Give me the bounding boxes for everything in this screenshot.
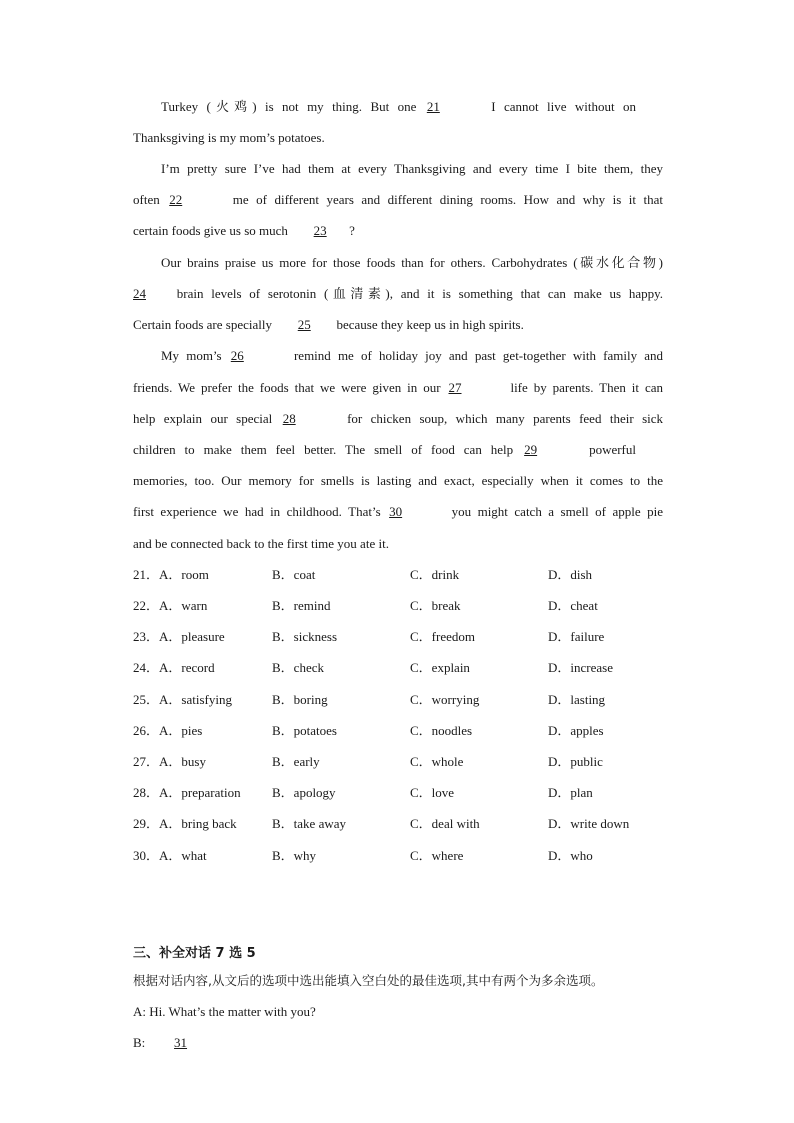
answer-blank: 31 [174,1035,188,1050]
option-c: C．drink [410,567,460,582]
answer-blank: 26 [230,348,244,363]
option-a: 23．A．pleasure [133,629,225,644]
option-a: 28．A．preparation [133,785,241,800]
passage-line: My mom’s 26 remind me of holiday joy and past get-together with family and [161,348,664,363]
question-options-22 [133,598,693,614]
passage-line: often 22 me of different years and different dining rooms. How and why is it that [133,192,664,207]
passage-line: certain foods give us so much 23 ? [133,223,355,238]
answer-blank: 30 [389,504,403,519]
option-c: C．love [410,785,455,800]
option-c: C．explain [410,660,470,675]
question-options-30 [133,848,693,864]
option-a: 29．A．bring back [133,816,237,831]
passage-line: and be connected back to the first time you ate it. [133,536,389,551]
passage-line: children to make them feel better. The smell of food can help 29 powerful [133,442,636,457]
option-c: C．break [410,598,461,613]
option-d: D．dish [548,567,593,582]
option-a: 27．A．busy [133,754,206,769]
option-d: D．write down [548,816,630,831]
option-d: D．cheat [548,598,598,613]
passage-line: first experience we had in childhood. That’s 30 you might catch a smell of apple pie [133,504,664,519]
passage-line: I’m pretty sure I’ve had them at every Thanksgiving and every time I bite them, they [161,161,663,176]
option-a: 21．A．room [133,567,209,582]
passage-line: Thanksgiving is my mom’s potatoes. [133,130,325,145]
option-c: C．freedom [410,629,475,644]
option-b: B．take away [272,816,347,831]
option-c: C．noodles [410,723,473,738]
question-options-24 [133,660,693,676]
option-d: D．public [548,754,603,769]
option-b: B．coat [272,567,316,582]
option-b: B．potatoes [272,723,337,738]
answer-blank: 28 [282,411,296,426]
dialogue-line-a: A: Hi. What’s the matter with you? [133,1004,316,1019]
option-d: D．failure [548,629,605,644]
answer-blank: 29 [524,442,538,457]
option-b: B．why [272,848,317,863]
option-d: D．increase [548,660,613,675]
option-b: B．early [272,754,320,769]
answer-blank: 25 [297,317,311,332]
option-d: D．lasting [548,692,606,707]
answer-blank: 27 [448,380,462,395]
option-a: 26．A．pies [133,723,203,738]
option-d: D．who [548,848,593,863]
option-a: 30．A．what [133,848,207,863]
question-options-28 [133,785,693,801]
option-b: B．boring [272,692,328,707]
passage-line: 24 brain levels of serotonin (血清素), and it is something that can make us happy. [133,286,664,301]
section-instruction: 根据对话内容,从文后的选项中选出能填入空白处的最佳选项,其中有两个为多余选项。 [133,973,604,988]
option-b: B．sickness [272,629,338,644]
option-d: D．plan [548,785,593,800]
dialogue-line-b: B: 31 [133,1035,663,1051]
option-a: 24．A．record [133,660,215,675]
option-b: B．remind [272,598,331,613]
option-a: 22．A．warn [133,598,208,613]
question-options-21 [133,567,693,583]
option-b: B．check [272,660,324,675]
passage-line: friends. We prefer the foods that we were given in our 27 life by parents. Then it can [133,380,664,395]
option-a: 25．A．satisfying [133,692,232,707]
passage-line: help explain our special 28 for chicken soup, which many parents feed their sick [133,411,664,426]
question-options-23 [133,629,693,645]
passage-line: Turkey (火鸡) is not my thing. But one 21 I cannot live without on [161,99,637,114]
answer-blank: 22 [169,192,183,207]
passage-line: memories, too. Our memory for smells is lasting and exact, especially when it comes to the [133,473,663,488]
question-options-26 [133,723,693,739]
option-c: C．whole [410,754,464,769]
passage-line: Certain foods are specially 25 because they keep us in high spirits. [133,317,524,332]
question-options-27 [133,754,693,770]
question-options-29 [133,816,693,832]
section-heading: 三、补全对话 7 选 5 [133,946,256,961]
option-c: C．worrying [410,692,480,707]
answer-blank: 21 [426,99,440,114]
option-c: C．deal with [410,816,480,831]
question-options-25 [133,692,693,708]
option-d: D．apples [548,723,604,738]
option-b: B．apology [272,785,336,800]
answer-blank: 23 [313,223,327,238]
option-c: C．where [410,848,464,863]
passage-line: Our brains praise us more for those foods than for others. Carbohydrates (碳水化合物) [161,255,663,270]
answer-blank: 24 [133,286,146,301]
